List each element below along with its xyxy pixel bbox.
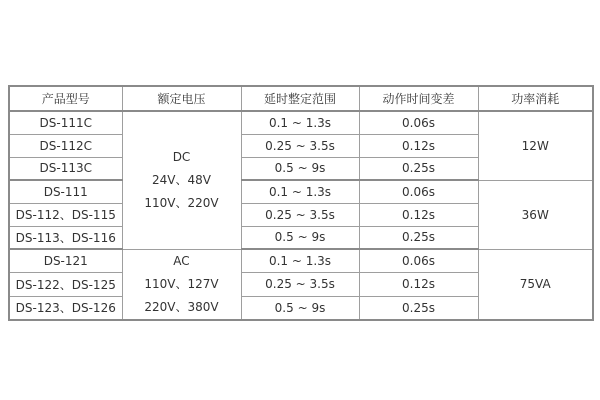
delay-cell: 0.5 ~ 9s bbox=[241, 226, 359, 249]
voltage-line: AC bbox=[173, 253, 190, 268]
header-model: 产品型号 bbox=[9, 86, 122, 111]
variation-cell: 0.25s bbox=[359, 157, 478, 180]
variation-cell: 0.25s bbox=[359, 226, 478, 249]
table-row bbox=[9, 249, 593, 273]
table-row bbox=[9, 111, 593, 134]
product-spec-table bbox=[8, 85, 594, 321]
model-cell: DS-112C bbox=[9, 134, 122, 157]
model-cell: DS-111 bbox=[9, 180, 122, 203]
variation-cell: 0.25s bbox=[359, 296, 478, 320]
variation-cell: 0.06s bbox=[359, 111, 478, 134]
delay-cell: 0.5 ~ 9s bbox=[241, 296, 359, 320]
voltage-line: 110V、220V bbox=[144, 195, 219, 210]
voltage-line: DC bbox=[172, 149, 191, 164]
model-cell: DS-121 bbox=[9, 249, 122, 273]
delay-cell: 0.25 ~ 3.5s bbox=[241, 273, 359, 297]
delay-cell: 0.1 ~ 1.3s bbox=[241, 111, 359, 134]
header-voltage: 额定电压 bbox=[122, 86, 241, 111]
variation-cell: 0.06s bbox=[359, 249, 478, 273]
model-cell: DS-122、DS-125 bbox=[9, 273, 122, 297]
delay-cell: 0.5 ~ 9s bbox=[241, 157, 359, 180]
table-row bbox=[9, 180, 593, 203]
delay-cell: 0.1 ~ 1.3s bbox=[241, 180, 359, 203]
header-delay: 延时整定范围 bbox=[241, 86, 359, 111]
voltage-cell-ac bbox=[122, 249, 241, 320]
delay-cell: 0.1 ~ 1.3s bbox=[241, 249, 359, 273]
delay-cell: 0.25 ~ 3.5s bbox=[241, 203, 359, 226]
model-cell: DS-111C bbox=[9, 111, 122, 134]
variation-cell: 0.12s bbox=[359, 203, 478, 226]
variation-cell: 0.12s bbox=[359, 273, 478, 297]
header-row bbox=[9, 86, 593, 111]
model-cell: DS-113、DS-116 bbox=[9, 226, 122, 249]
power-cell: 75VA bbox=[478, 249, 593, 320]
voltage-line: 24V、48V bbox=[152, 172, 211, 187]
power-cell: 36W bbox=[478, 180, 593, 249]
variation-cell: 0.12s bbox=[359, 134, 478, 157]
model-cell: DS-113C bbox=[9, 157, 122, 180]
header-variation: 动作时间变差 bbox=[359, 86, 478, 111]
header-power: 功率消耗 bbox=[478, 86, 593, 111]
model-cell: DS-112、DS-115 bbox=[9, 203, 122, 226]
delay-cell: 0.25 ~ 3.5s bbox=[241, 134, 359, 157]
voltage-cell-dc bbox=[122, 111, 241, 249]
voltage-line: 220V、380V bbox=[144, 299, 219, 314]
variation-cell: 0.06s bbox=[359, 180, 478, 203]
voltage-line: 110V、127V bbox=[144, 276, 219, 291]
power-cell: 12W bbox=[478, 111, 593, 180]
model-cell: DS-123、DS-126 bbox=[9, 296, 122, 320]
